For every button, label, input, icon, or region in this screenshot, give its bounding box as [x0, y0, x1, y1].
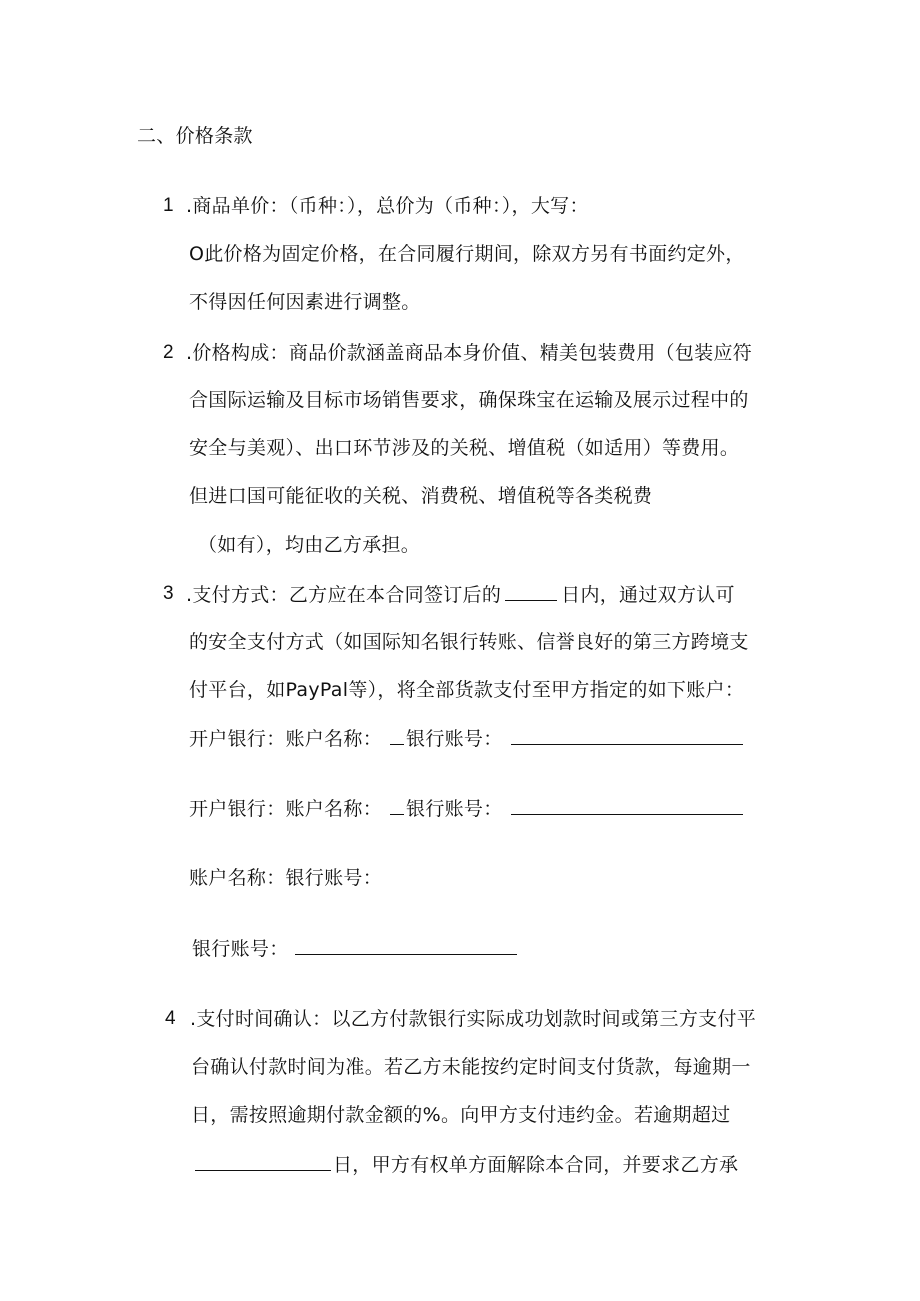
item-4-number: 4: [165, 1008, 176, 1029]
account-line-1-text-a: 开户银行：账户名称：: [189, 728, 383, 750]
item-4-line-4: [195, 1152, 738, 1177]
account-name-blank-2: [390, 796, 404, 815]
item-2-line-2: 合国际运输及目标市场销售要求，确保珠宝在运输及展示过程中的: [189, 389, 749, 411]
item-1-line-3: 不得因任何因素进行调整。: [189, 291, 421, 313]
item-3-line-2: 的安全支付方式（如国际知名银行转账、信誉良好的第三方跨境支: [189, 631, 749, 653]
item-3-line-1-text-a: .支付方式：乙方应在本合同签订后的: [186, 584, 502, 606]
account-number-blank-3: [295, 936, 517, 955]
item-2-line-3: 安全与美观）、出口环节涉及的关税、增值税（如适用）等费用。: [189, 437, 740, 459]
account-line-3: 账户名称：银行账号：: [189, 867, 383, 889]
item-3-number: 3: [163, 583, 174, 604]
item-1-number: 1: [163, 195, 174, 216]
account-line-2: [189, 796, 743, 821]
account-line-4-text: 银行账号：: [192, 938, 289, 960]
account-line-1-text-b: 银行账号：: [406, 728, 503, 750]
item-4-line-4-text: 日，甲方有权单方面解除本合同，并要求乙方承: [333, 1154, 739, 1176]
item-3-line-1: [186, 582, 735, 607]
item-3-line-3: 付平台，如PayPal等），将全部货款支付至甲方指定的如下账户：: [189, 679, 745, 701]
item-2-line-4: 但进口国可能征收的关税、消费税、增值税等各类税费: [189, 485, 653, 507]
item-2-line-1: .价格构成：商品价款涵盖商品本身价值、精美包装费用（包装应符: [186, 342, 753, 364]
account-number-blank-2: [511, 796, 743, 815]
item-4-line-3: 日，需按照逾期付款金额的%。向甲方支付违约金。若逾期超过: [191, 1104, 731, 1126]
overdue-days-blank: [195, 1152, 331, 1171]
item-1-line-1: .商品单价：（币种：），总价为（币种：），大写：: [186, 195, 589, 217]
item-1-line-2: O此价格为固定价格，在合同履行期间，除双方另有书面约定外，: [189, 243, 745, 265]
item-2-line-5: （如有），均由乙方承担。: [198, 534, 421, 556]
days-blank: [505, 582, 557, 601]
item-4-line-2: 台确认付款时间为准。若乙方未能按约定时间支付货款，每逾期一: [191, 1056, 751, 1078]
section-title: 二、价格条款: [137, 125, 253, 147]
account-line-2-text-b: 银行账号：: [406, 798, 503, 820]
account-name-blank-1: [390, 726, 404, 745]
account-line-2-text-a: 开户银行：账户名称：: [189, 798, 383, 820]
account-line-4: [192, 936, 517, 961]
item-4-line-1: .支付时间确认：以乙方付款银行实际成功划款时间或第三方支付平: [190, 1008, 757, 1030]
item-3-line-1-text-b: 日内，通过双方认可: [561, 584, 735, 606]
account-number-blank-1: [511, 726, 743, 745]
account-line-1: [189, 726, 743, 751]
item-2-number: 2: [163, 342, 174, 363]
